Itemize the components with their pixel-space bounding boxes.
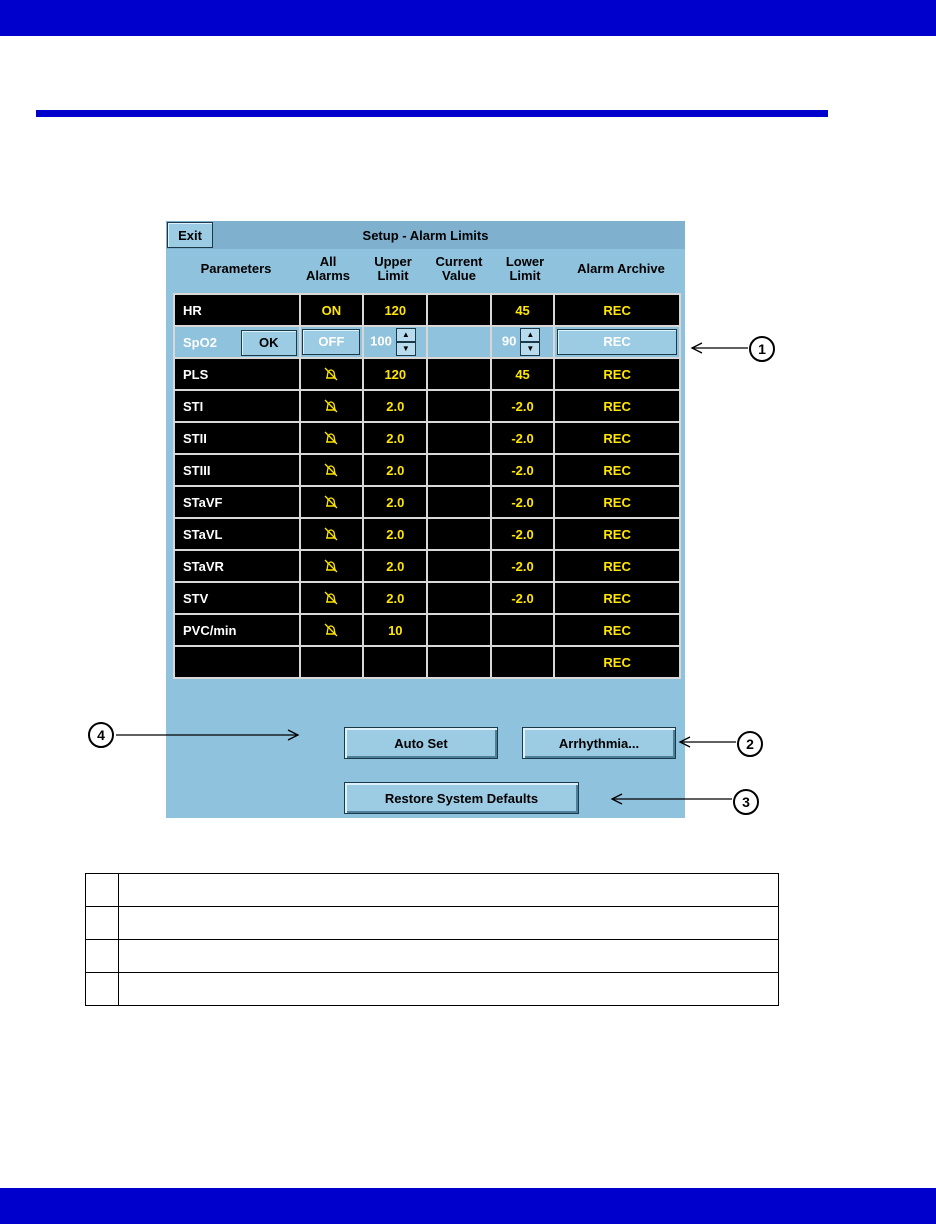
rec-label: REC <box>603 558 631 574</box>
exit-button[interactable]: Exit <box>167 222 213 248</box>
rec-label: REC <box>603 462 631 478</box>
arrhythmia-button[interactable]: Arrhythmia... <box>522 727 676 759</box>
rec-label: REC <box>603 622 631 638</box>
header-all-alarms-line2: Alarms <box>305 268 351 283</box>
legend-row <box>86 874 779 907</box>
upper-limit-value: 120 <box>384 302 407 318</box>
upper-limit-value: 2.0 <box>386 558 405 574</box>
header-lower-line2: Limit <box>509 268 541 283</box>
callout-4: 4 <box>88 722 114 748</box>
param-name: PLS <box>183 366 209 382</box>
alarm-toggle-button[interactable]: OFF <box>302 329 360 355</box>
header-upper-line2: Limit <box>377 268 409 283</box>
lower-limit-value: 45 <box>515 302 530 318</box>
rec-label: REC <box>603 430 631 446</box>
legend-row <box>86 907 779 940</box>
lower-limit-value: -2.0 <box>511 494 534 510</box>
lower-limit-value: 45 <box>515 366 530 382</box>
bottom-banner <box>0 1188 936 1224</box>
lower-limit-value: -2.0 <box>511 430 534 446</box>
header-alarm-archive: Alarm Archive <box>577 261 665 276</box>
down-arrow-icon[interactable]: ▼ <box>396 342 416 356</box>
upper-limit-value: 2.0 <box>386 430 405 446</box>
header-parameters: Parameters <box>200 261 272 276</box>
rec-label: REC <box>603 590 631 606</box>
rec-label: REC <box>603 654 631 670</box>
header-lower-line1: Lower <box>505 254 545 269</box>
callout-3: 3 <box>733 789 759 815</box>
header-upper-line1: Upper <box>374 254 412 269</box>
lower-limit-value: -2.0 <box>511 398 534 414</box>
upper-limit-value: 2.0 <box>386 526 405 542</box>
upper-limit-value: 2.0 <box>386 462 405 478</box>
header-all-alarms-line1: All <box>319 254 337 269</box>
param-name: STaVL <box>183 526 223 542</box>
upper-limit-value: 2.0 <box>386 494 405 510</box>
callout-2: 2 <box>737 731 763 757</box>
rec-label: REC <box>603 398 631 414</box>
rec-label: REC <box>603 494 631 510</box>
callout-1: 1 <box>749 336 775 362</box>
rec-label: REC <box>603 302 631 318</box>
param-name: HR <box>183 302 202 318</box>
alarm-state: ON <box>321 302 342 318</box>
lower-limit-value: -2.0 <box>511 526 534 542</box>
lower-limit-value: -2.0 <box>511 558 534 574</box>
lower-limit-value: -2.0 <box>511 462 534 478</box>
param-name: STaVF <box>183 494 223 510</box>
upper-limit-value: 100 <box>370 333 392 349</box>
legend-row <box>86 940 779 973</box>
param-name: STaVR <box>183 558 224 574</box>
legend-table <box>85 873 779 1006</box>
header-current-line2: Value <box>442 268 476 283</box>
rec-label: REC <box>603 366 631 382</box>
window-title: Setup - Alarm Limits <box>362 228 489 243</box>
upper-limit-value: 10 <box>388 622 403 638</box>
legend-row <box>86 973 779 1006</box>
restore-defaults-button[interactable]: Restore System Defaults <box>344 782 579 814</box>
param-name: STI <box>183 398 204 414</box>
param-name: PVC/min <box>183 622 237 638</box>
upper-limit-value: 2.0 <box>386 590 405 606</box>
rec-button[interactable]: REC <box>557 329 677 355</box>
up-arrow-icon[interactable]: ▲ <box>396 328 416 342</box>
ok-button[interactable]: OK <box>241 330 297 356</box>
down-arrow-icon[interactable]: ▼ <box>520 342 540 356</box>
upper-limit-value: 120 <box>384 366 407 382</box>
param-name: STIII <box>183 462 211 478</box>
lower-limit-value: -2.0 <box>511 590 534 606</box>
param-name: STII <box>183 430 207 446</box>
param-name: STV <box>183 590 209 606</box>
upper-limit-value: 2.0 <box>386 398 405 414</box>
header-current-line1: Current <box>435 254 483 269</box>
rec-label: REC <box>603 526 631 542</box>
up-arrow-icon[interactable]: ▲ <box>520 328 540 342</box>
param-name: SpO2 <box>183 334 217 350</box>
auto-set-button[interactable]: Auto Set <box>344 727 498 759</box>
lower-limit-value: 90 <box>501 333 517 349</box>
